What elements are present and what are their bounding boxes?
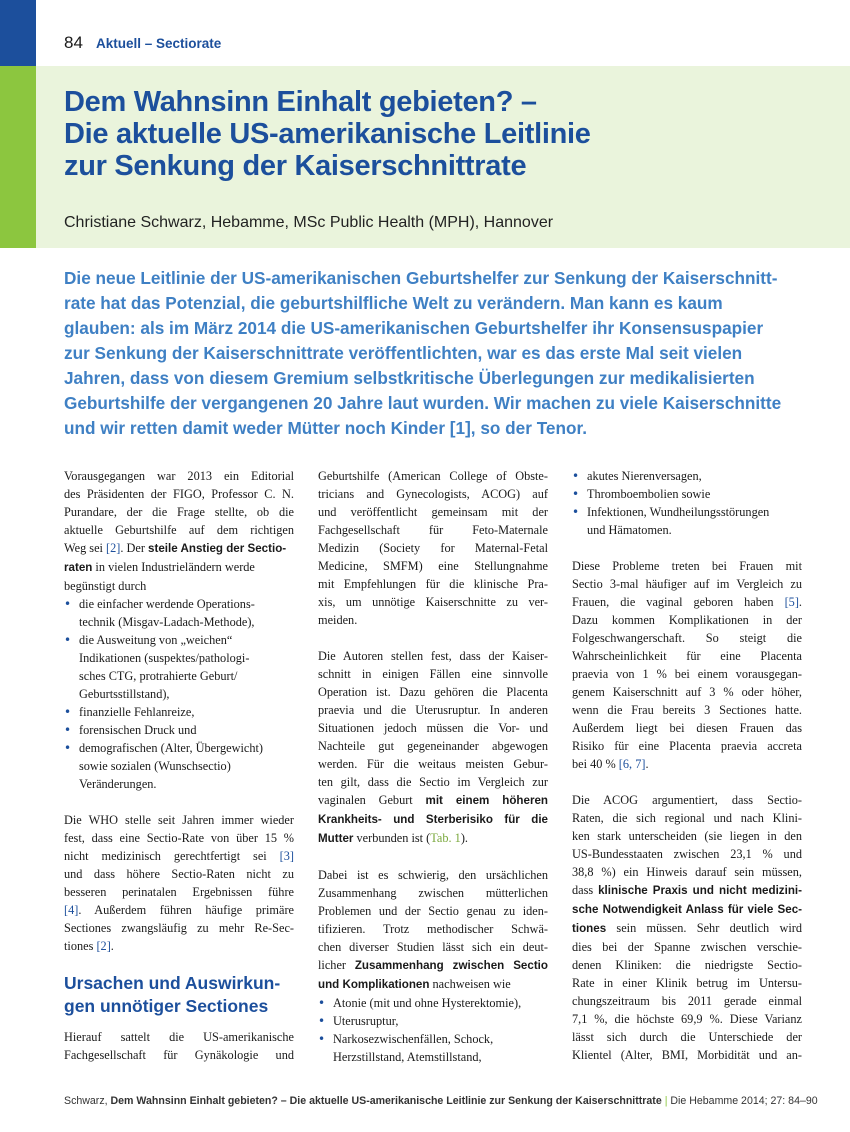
page-footer: Schwarz, Dem Wahnsinn Einhalt gebieten? – Die aktuelle US-amerikanische Leitlinie zur Senkung der Kaiserschnittrate | Die Hebamme 2014; 27: 84–90	[64, 1095, 818, 1107]
title-line: Dem Wahnsinn Einhalt gebieten? –	[64, 86, 537, 118]
bullet-list: • Atonie (mit und ohne Hysterektomie), • Uterusruptur, • Narkosezwischenfällen, Schock, Herzstillstand, Atemstillstand,	[318, 994, 548, 1066]
lead-paragraph	[64, 266, 804, 441]
list-item: • demografischen (Alter, Übergewicht)	[64, 739, 294, 757]
list-item: • Thromboembolien sowie	[572, 485, 802, 503]
paragraph: Die Autoren stellen fest, dass der Kaiser- schnitt in einigen Fällen eine sinnvolle Operation ist. Dazu gehören die Placenta praevia und die Uterusruptur. In anderen Situationen jedoch müssen die Vor- und Nachteile gut gegeneinander abgewogen werden. Für die weitaus meisten Gebur- ten gilt, dass die Sectio im Vergleich zur vaginalen Geburt mit einem höheren Krankheits- und Sterberisiko für die Mutter verbunden ist (Tab. 1).	[318, 649, 548, 845]
table-reference-link[interactable]: Tab. 1	[430, 831, 461, 845]
body-column-2	[318, 467, 548, 1066]
paragraph: Diese Probleme treten bei Frauen mit Sectio 3-mal häufiger auf im Vergleich zu Frauen, die vaginal geboren haben [5]. Dazu kommen Komplikationen in der Folgeschwangerschaft. So steigt die Wahrscheinlichkeit für eine Placenta praevia von 1 % bei einem vorausgegan- genem Kaiserschnitt auf 3 % oder höher, wenn die Frau bereits 3 Sectiones hatte. Außerdem liegt bei diesen Frauen das Risiko für eine Placenta praevia accreta bei 40 % [6, 7].	[572, 559, 802, 771]
reference-link[interactable]: [2]	[96, 939, 111, 953]
list-item: • Narkosezwischenfällen, Schock,	[318, 1030, 548, 1048]
list-item: • forensischen Druck und	[64, 721, 294, 739]
author-line: Christiane Schwarz, Hebamme, MSc Public Health (MPH), Hannover	[64, 214, 554, 231]
list-item: • die einfacher werdende Operations-	[64, 595, 294, 613]
list-item: • die Ausweitung von „weichen“	[64, 631, 294, 649]
header-color-block	[0, 0, 36, 66]
paragraph: Dabei ist es schwierig, den ursächlichen Zusammenhang zwischen mütterlichen Problemen und der Sectio genau zu iden- tifizieren. Trotz methodischer Schwä- chen diverser Studien lässt sich ein deut- licher Zusammenhang zwischen Sectio und Komplikationen nachweisen wie	[318, 868, 548, 991]
lead-line: und wir retten damit weder Mütter noch Kinder [1], so der Tenor.	[64, 418, 588, 438]
body-column-1	[64, 467, 294, 1064]
lead-line: Geburtshilfe der vergangenen 20 Jahre laut wurden. Wir machen zu viele Kaiserschnitte	[64, 393, 782, 413]
article-title	[64, 86, 824, 182]
footer-separator: |	[664, 1095, 668, 1107]
reference-link[interactable]: [5]	[784, 595, 799, 609]
list-item: • Infektionen, Wundheilungsstörungen	[572, 503, 802, 521]
paragraph: Vorausgegangen war 2013 ein Editorial des Präsidenten der FIGO, Professor C. N. Purandare, der die Frage stellte, ob die aktuelle Geburtshilfe auf dem richtigen Weg sei [2]. Der steile Anstieg der Sectio- raten in vielen Industrieländern werde begünstigt durch	[64, 469, 294, 593]
lead-line: Die neue Leitlinie der US-amerikanischen Geburtshelfer zur Senkung der Kaiserschnitt-	[64, 268, 778, 288]
reference-link[interactable]: [4]	[64, 903, 79, 917]
title-line: Die aktuelle US-amerikanische Leitlinie	[64, 118, 591, 150]
header-strip	[0, 0, 850, 66]
paragraph: Geburtshilfe (American College of Obste- tricians and Gynecologists, ACOG) auf und veröffentlicht gemeinsam mit der Fachgesellschaft für Feto-Maternale Medizin (Society for Maternal-Fetal Medicine, SMFM) eine Stellungnahme mit Empfehlungen für die klinische Pra- xis, um unnötige Kaiserschnitte zu ver- meiden.	[318, 469, 548, 627]
paragraph: Die WHO stelle seit Jahren immer wieder fest, dass eine Sectio-Rate von über 15 % nicht medizinisch gerechtfertigt sei [3] und dass höhere Sectio-Raten nicht zu besseren perinatalen Ergebnissen führe [4]. Außerdem führen häufige primäre Sectiones zwangsläufig zu mehr Re-Sec- tiones [2].	[64, 813, 294, 953]
reference-link[interactable]: [6, 7]	[618, 757, 646, 771]
paragraph: Hierauf sattelt die US-amerikanische Fachgesellschaft für Gynäkologie und	[64, 1030, 294, 1062]
section-label: Aktuell – Sectiorate	[96, 36, 222, 51]
bullet-list: • die einfacher werdende Operations- technik (Misgav-Ladach-Methode), • die Ausweitung von „weichen“ Indikationen (suspektes/pathologi- sches CTG, protrahierte Geburt/ Geburtsstillstand), • finanzielle Fehlanreize, • forensischen Druck und • demografischen (Alter, Übergewicht) sowie sozialen (Wunschsectio) Veränderungen.	[64, 595, 294, 793]
lead-line: glauben: als im März 2014 die US-amerikanischen Geburtshelfer ihr Konsensuspapier	[64, 318, 764, 338]
footer-article-title: Dem Wahnsinn Einhalt gebieten? – Die aktuelle US-amerikanische Leitlinie zur Senkung der Kaiserschnittrate	[110, 1095, 662, 1107]
list-item: • Uterusruptur,	[318, 1012, 548, 1030]
bullet-list: • akutes Nierenversagen, • Thromboembolien sowie • Infektionen, Wundheilungsstörungen und Hämatomen.	[572, 467, 802, 539]
list-item: • finanzielle Fehlanreize,	[64, 703, 294, 721]
list-item: • Atonie (mit und ohne Hysterektomie),	[318, 994, 548, 1012]
section-heading: Ursachen und Auswirkun- gen unnötiger Sectiones	[64, 973, 281, 1016]
reference-link[interactable]: [3]	[279, 849, 294, 863]
reference-link[interactable]: [2]	[106, 541, 121, 555]
list-item: • akutes Nierenversagen,	[572, 467, 802, 485]
title-line: zur Senkung der Kaiserschnittrate	[64, 150, 527, 182]
paragraph: Die ACOG argumentiert, dass Sectio- Raten, die sich regional und nach Klini- ken stark unterscheiden (sie liegen in den US-Bundesstaaten zwischen 23,1 % und 38,8 %) ein Hinweis darauf sein müssen, dass klinische Praxis und nicht medizini- sche Notwendigkeit Anlass für viele Sec- tiones sein müssen. Sehr deutlich wird dies bei der Spanne zwischen verschie- denen Kliniken: die niedrigste Sectio- Rate in einer Klinik betrug im Untersu- chungszeitraum bis 2011 gerade einmal 7,1 %, die höchste 69,9 %. Diese Varianz lässt sich durch die Unterschiede der Klientel (Alter, BMI, Morbidität und an-	[572, 793, 802, 1062]
lead-line: zur Senkung der Kaiserschnittrate veröffentlichten, war es das erste Mal seit vielen	[64, 343, 743, 363]
lead-line: Jahren, dass von diesem Gremium selbstkritische Überlegungen zur medikalisierten	[64, 368, 755, 388]
title-color-block	[0, 66, 36, 248]
page-number: 84	[64, 33, 83, 52]
lead-line: rate hat das Potenzial, die geburtshilfliche Welt zu verändern. Man kann es kaum	[64, 293, 723, 313]
body-column-3	[572, 467, 802, 1064]
footer-citation: Die Hebamme 2014; 27: 84–90	[670, 1095, 818, 1107]
